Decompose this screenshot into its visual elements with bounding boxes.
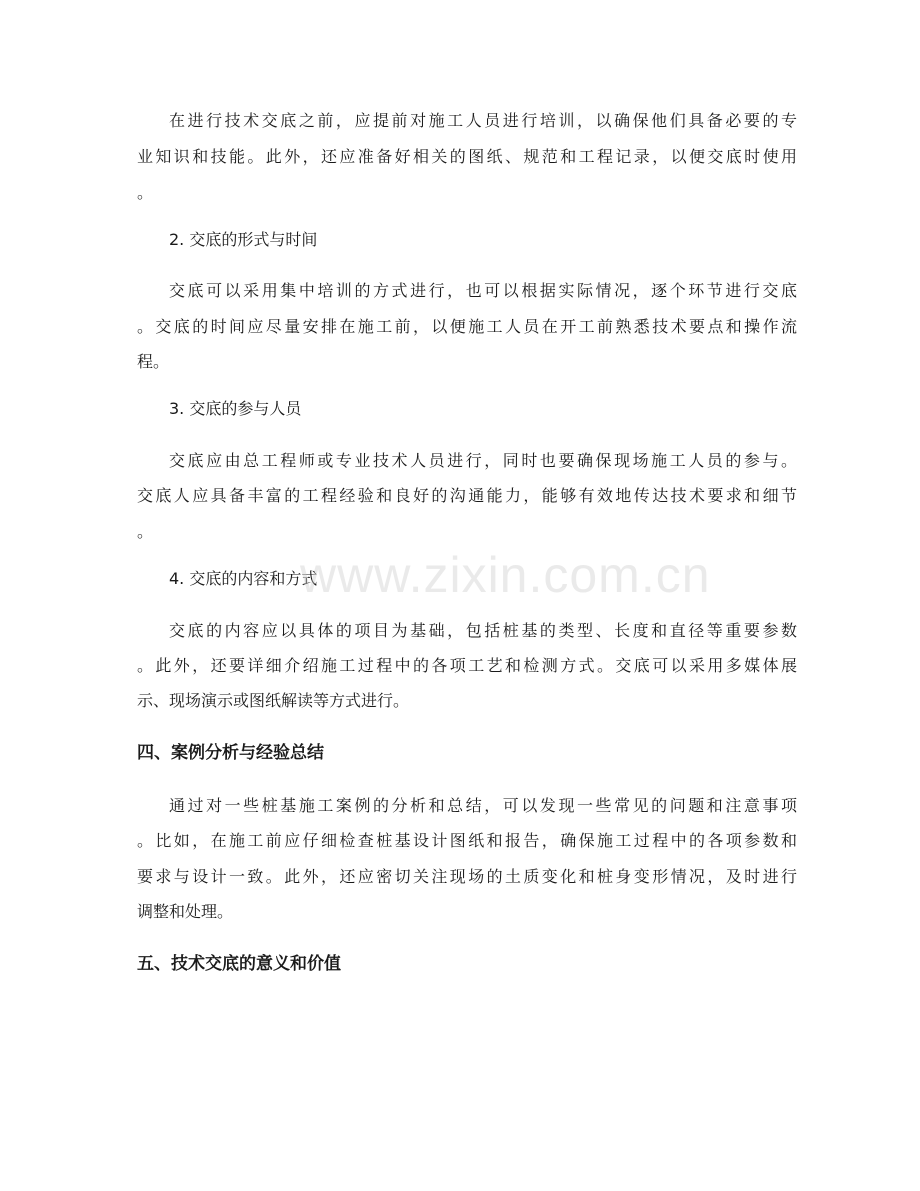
paragraph-2-line-2: 。交底的时间应尽量安排在施工前，以便施工人员在开工前熟悉技术要点和操作流 xyxy=(137,317,797,336)
watermark: www.zixin.com.cn xyxy=(300,547,711,603)
paragraph-1-line-3: 。 xyxy=(137,183,154,202)
paragraph-3-line-1: 交底应由总工程师或专业技术人员进行，同时也要确保现场施工人员的参与。 xyxy=(169,451,797,470)
paragraph-4-line-3: 示、现场演示或图纸解读等方式进行。 xyxy=(137,691,410,710)
paragraph-5-line-4: 调整和处理。 xyxy=(137,902,234,921)
item-3-title: 3. 交底的参与人员 xyxy=(169,399,302,418)
paragraph-2-line-1: 交底可以采用集中培训的方式进行，也可以根据实际情况，逐个环节进行交底 xyxy=(169,281,797,300)
paragraph-4-line-1: 交底的内容应以具体的项目为基础，包括桩基的类型、长度和直径等重要参数 xyxy=(169,621,797,640)
item-4-title: 4. 交底的内容和方式 xyxy=(169,569,318,588)
paragraph-1-line-2: 业知识和技能。此外，还应准备好相关的图纸、规范和工程记录，以便交底时使用 xyxy=(137,147,797,166)
paragraph-4-line-2: 。此外，还要详细介绍施工过程中的各项工艺和检测方式。交底可以采用多媒体展 xyxy=(137,656,797,675)
paragraph-5-line-2: 。比如，在施工前应仔细检查桩基设计图纸和报告，确保施工过程中的各项参数和 xyxy=(137,831,797,850)
paragraph-5-line-3: 要求与设计一致。此外，还应密切关注现场的土质变化和桩身变形情况，及时进行 xyxy=(137,867,797,886)
paragraph-2-line-3: 程。 xyxy=(137,352,170,371)
paragraph-3-line-3: 。 xyxy=(137,522,154,541)
section-5-heading: 五、技术交底的意义和价值 xyxy=(137,954,341,974)
paragraph-5-line-1: 通过对一些桩基施工案例的分析和总结，可以发现一些常见的问题和注意事项 xyxy=(169,796,797,815)
paragraph-1-line-1: 在进行技术交底之前，应提前对施工人员进行培训，以确保他们具备必要的专 xyxy=(169,111,797,130)
paragraph-3-line-2: 交底人应具备丰富的工程经验和良好的沟通能力，能够有效地传达技术要求和细节 xyxy=(137,486,797,505)
item-2-title: 2. 交底的形式与时间 xyxy=(169,230,318,249)
section-4-heading: 四、案例分析与经验总结 xyxy=(137,743,324,763)
